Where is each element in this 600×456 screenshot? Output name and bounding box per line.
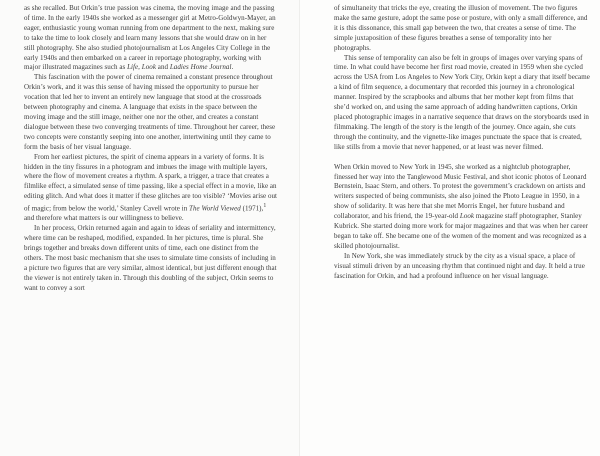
paragraph: This sense of temporality can also be felt in groups of images over varying spans of time. In what could have become her first road movie, created in 1959 when she cycled across the USA from Los Angeles to New York City, Orkin kept a diary that itself became a kind of film sequence, a documentary that recorded this journey in a chronological manner. Inspired by the scrapbooks and albums that her mother kept from films that she’d worked on, and using the same approach of adding handwritten captions, Orkin placed photographic images in a narrative sequence that draws on the storyboards used in filmmaking. The length of the story is the length of the journey. Once again, she cuts through the continuity, and the vignette-like images punctuate the space that is created, like stills from a movie that never happened, or at least was never filmed. xyxy=(334,53,590,151)
right-text-column xyxy=(334,4,590,281)
right-page xyxy=(300,0,600,456)
paragraph: In New York, she was immediately struck by the city as a visual space, a place of visual stimuli driven by an unceasing rhythm that continued night and day. It held a true fascination for Orkin, and had a profound influence on her visual language. xyxy=(334,251,585,280)
paragraph: This fascination with the power of cinema remained a constant presence throughout Orkin’s work, and it was this sense of having missed the opportunity to pursue her vocation that led her to invent an entirely new language that stood at the crossroads between photography and cinema. A language that exists in the space between the moving image and the still image, neither one nor the other, and creates a constant dialogue between these two converging treatments of time. Throughout her career, these two concepts were constantly seeping into one another, intertwining until they came to form the basis of her visual language. xyxy=(24,73,276,151)
left-text-column xyxy=(24,4,278,294)
paragraph: In her process, Orkin returned again and again to ideas of seriality and intermittency, where time can be reshaped, modified, expanded. In her pictures, time is plural. She brings together and breaks down different units of time, each one distinct from the others. The most basic mechanism that she uses to simulate time consists of including in a picture two figures that are very similar, almost identical, but just different enough that the viewer is not entirely taken in. Through this doubling of the subject, Orkin seems to want to convey a sort xyxy=(24,224,277,292)
paragraph: From her earliest pictures, the spirit of cinema appears in a variety of forms. It is hidden in the tiny fissures in a photogram and imbues the image with multiple layers, where the flow of movement creates a rhythm. A spark, a trigger, a trace that creates a filmlike effect, a simulated sense of time passing, like a special effect in a movie, like an editing glitch. And what does it matter if these glitches are too visible? ‘Movies arise out of magic; from below the world,’ Stanley Cavell wrote in The World Viewed (1971),$^1$ and therefore what matters is our willingness to believe. xyxy=(24,152,278,223)
paragraph: When Orkin moved to New York in 1945, she worked as a nightclub photographer, finessed her way into the Tanglewood Music Festival, and shot iconic photos of Leonard Bernstein, Isaac Stern, and others. To protest the government’s crackdown on artists and writers suspected of being communists, she also joined the Photo League in 1950, in a show of solidarity. It was here that she met Morris Engel, her future husband and collaborator, and his friend, the 19-year-old Look magazine staff photographer, Stanley Kubrick. She started doing more work for major magazines and that was when her career began to take off. She became one of the women of the moment and was recognized as a skilled photojournalist. xyxy=(334,162,589,250)
paragraph: as she recalled. But Orkin’s true passion was cinema, the moving image and the passing of time. In the early 1940s she worked as a messenger girl at Metro-Goldwyn-Mayer, an eager, enthusiastic young woman running from one department to the next, making sure to take the time to look closely and learn many lessons that she would draw on in her still photography. She also studied photojournalism at Los Angeles City College in the early 1940s and then embarked on a career in reportage photography, working with major illustrated magazines such as Life, Look and Ladies Home Journal. xyxy=(24,4,276,72)
paragraph: of simultaneity that tricks the eye, creating the illusion of movement. The two figures make the same gesture, adopt the same pose or posture, with only a small difference, and it is this dissonance, this small gap between the two, that creates a sense of time. The simple juxtaposition of these figures breathes a sense of temporality into her photographs. xyxy=(334,4,588,52)
